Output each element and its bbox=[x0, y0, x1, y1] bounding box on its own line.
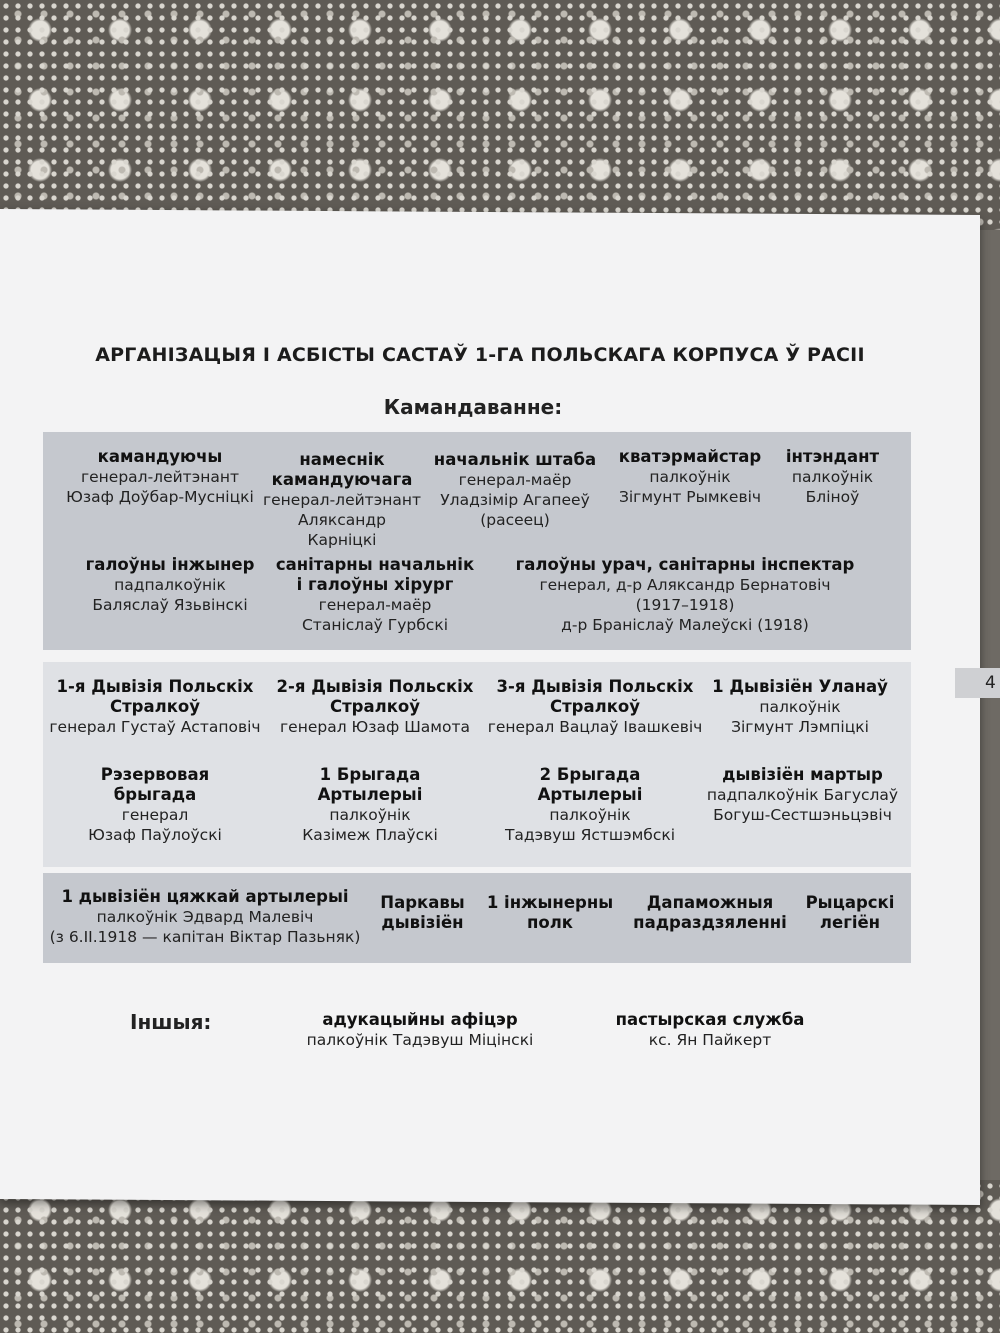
division-cell: Рэзервовая брыгада генерал Юзаф Паўлоўскі bbox=[88, 765, 222, 844]
division-cell: 2-я Дывізія Польскіх Стралкоў генерал Юзаф Шамота bbox=[276, 677, 474, 736]
command-cell: санітарны начальнік і галоўны хірург генерал-маёр Станіслаў Гурбскі bbox=[275, 555, 475, 634]
command-heading: Камандаванне: bbox=[383, 395, 563, 419]
unit-cell: Паркавы дывізіён bbox=[380, 893, 465, 932]
unit-cell: Рыцарскі легіён bbox=[805, 893, 895, 932]
command-cell: камандуючы генерал-лейтэнант Юзаф Доўбар-Мусніцкі bbox=[66, 447, 254, 506]
page-number: 4 bbox=[955, 668, 1000, 698]
unit-cell: Дапаможныя падраздзяленні bbox=[633, 893, 787, 932]
others-cell: адукацыйны афіцэр палкоўнік Тадэвуш Міцінскі bbox=[306, 1010, 534, 1049]
division-cell: 1-я Дывізія Польскіх Стралкоў генерал Густаў Астаповіч bbox=[49, 677, 261, 736]
command-cell: кватэрмайстар палкоўнік Зігмунт Рымкевіч bbox=[618, 447, 762, 506]
division-cell: 2 Брыгада Артылерыі палкоўнік Тадэвуш Ястшэмбскі bbox=[504, 765, 676, 844]
command-cell: галоўны урач, санітарны інспектар генерал, д-р Аляксандр Бернатовіч (1917–1918) д-р Браніслаў Малеўскі (1918) bbox=[515, 555, 855, 634]
command-cell: інтэндант палкоўнік Бліноў bbox=[785, 447, 880, 506]
division-cell: 3-я Дывізія Польскіх Стралкоў генерал Вацлаў Івашкевіч bbox=[487, 677, 703, 736]
others-label: Іншыя: bbox=[130, 1010, 212, 1034]
division-cell: дывізіён мартыр падпалкоўнік Багуслаў Богуш-Сестшэньцэвіч bbox=[706, 765, 899, 824]
others-cell: пастырская служба кс. Ян Пайкерт bbox=[615, 1010, 805, 1049]
unit-cell: 1 інжынерны полк bbox=[486, 893, 614, 932]
lace-tablecloth-top bbox=[0, 0, 1000, 230]
division-cell: 1 Дывізіён Уланаў палкоўнік Зігмунт Лэмпіцкі bbox=[712, 677, 888, 736]
command-cell: галоўны інжынер падпалкоўнік Баляслаў Язьвінскі bbox=[85, 555, 255, 614]
command-cell: намеснік камандуючага генерал-лейтэнант Аляксандр Карніцкі bbox=[262, 450, 422, 549]
unit-cell: 1 дывізіён цяжкай артылерыі палкоўнік Эдвард Малевіч (з 6.ІІ.1918 — капітан Віктар Пазьняк) bbox=[49, 887, 361, 946]
command-cell: начальнік штаба генерал-маёр Уладзімір Агапееў (расеец) bbox=[433, 450, 597, 529]
division-cell: 1 Брыгада Артылерыі палкоўнік Казімеж Плаўскі bbox=[302, 765, 438, 844]
page-title: АРГАНІЗАЦЫЯ І АСБІСТЫ САСТАЎ 1-ГА ПОЛЬСКАГА КОРПУСА Ў РАСІІ bbox=[95, 344, 865, 366]
